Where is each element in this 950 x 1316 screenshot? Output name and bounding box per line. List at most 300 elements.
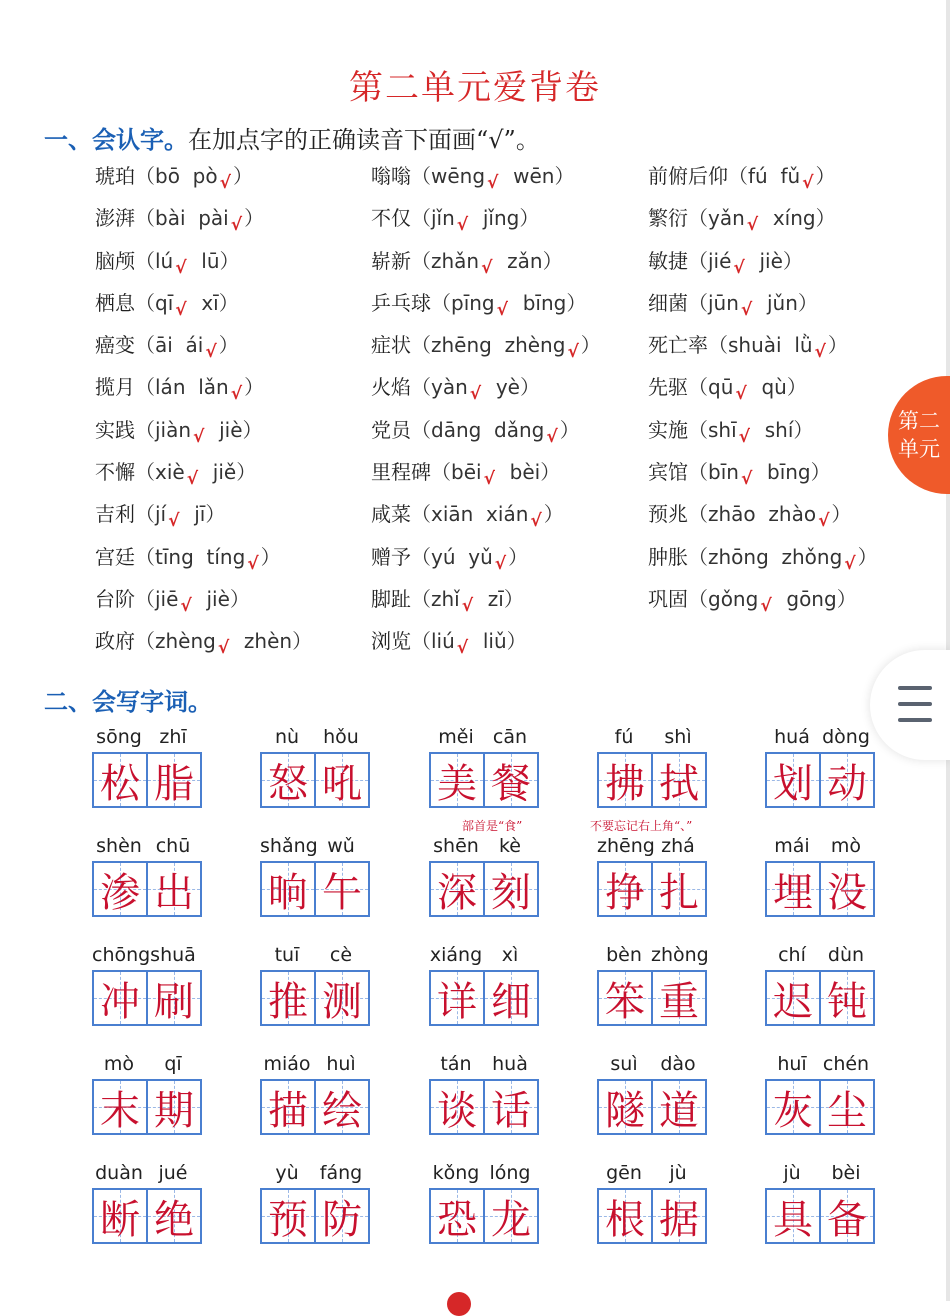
pinyin-option-b[interactable]: tíng <box>206 544 246 569</box>
tianzige-cell[interactable] <box>431 1190 483 1242</box>
pinyin-syllable: yù <box>275 1162 299 1184</box>
tianzige-cell[interactable] <box>767 972 819 1024</box>
tianzige-cell[interactable] <box>146 754 200 806</box>
spacer <box>747 249 760 273</box>
pinyin-syllable: wǔ <box>327 835 355 857</box>
pinyin-option-a[interactable]: lú <box>155 248 174 273</box>
tianzige-cell[interactable] <box>94 863 146 915</box>
tianzige-grid <box>765 970 875 1026</box>
tianzige-cell[interactable] <box>599 754 651 806</box>
word-card <box>597 940 707 1026</box>
paren-close: ） <box>566 290 587 315</box>
pinyin-line <box>765 1049 875 1079</box>
reading-item <box>95 625 313 659</box>
check-mark-icon: √ <box>487 173 499 193</box>
spacer <box>189 291 202 315</box>
paren-close: ） <box>540 460 561 485</box>
pinyin-option-a[interactable]: fú <box>748 164 768 188</box>
word-card <box>597 831 707 917</box>
pinyin-line <box>597 1158 707 1188</box>
pinyin-option-b[interactable]: bīng <box>767 460 811 485</box>
paren-open: （ <box>688 375 708 400</box>
written-character: 据 <box>659 1196 699 1243</box>
pinyin-option-a[interactable]: qū <box>708 375 734 400</box>
paren-close: ） <box>782 248 803 273</box>
check-mark-icon: √ <box>802 173 814 193</box>
word-card <box>597 1158 707 1244</box>
spacer <box>492 333 505 357</box>
tianzige-cell[interactable] <box>767 863 819 915</box>
tianzige-cell[interactable] <box>431 972 483 1024</box>
reading-item <box>95 583 250 616</box>
check-mark-icon: √ <box>456 215 469 236</box>
tianzige-cell[interactable] <box>431 754 483 806</box>
check-mark-icon: √ <box>740 299 753 320</box>
reading-word: 肿胀 <box>648 544 688 569</box>
paren-close: ） <box>244 206 265 231</box>
paren-open: （ <box>135 502 155 527</box>
pinyin-option-b[interactable]: pò <box>192 164 218 188</box>
tianzige-grid <box>260 752 370 808</box>
reading-item <box>95 498 226 532</box>
pinyin-option-a[interactable]: āi <box>155 333 173 358</box>
reading-word: 脚趾 <box>371 586 411 611</box>
pinyin-syllable: jù <box>669 1162 687 1184</box>
paren-open: （ <box>411 333 431 358</box>
page-indicator-dot <box>447 1292 471 1316</box>
menu-icon <box>898 702 932 706</box>
reading-row <box>95 202 915 244</box>
tianzige-cell[interactable] <box>819 972 873 1024</box>
pinyin-option-b[interactable]: jiè <box>759 248 783 273</box>
written-character: 美 <box>437 760 477 807</box>
tianzige-cell[interactable] <box>819 863 873 915</box>
spacer <box>189 249 202 273</box>
pinyin-option-b[interactable]: zī <box>487 586 504 611</box>
pinyin-option-a[interactable]: wēng <box>431 164 486 188</box>
spacer <box>768 164 781 188</box>
tianzige-grid <box>765 1188 875 1244</box>
paren-close: ） <box>260 544 281 569</box>
pinyin-option-a[interactable]: zhèng <box>155 629 216 654</box>
spacer <box>475 587 488 611</box>
paren-close: ） <box>205 502 226 527</box>
written-character: 出 <box>154 869 194 916</box>
tianzige-cell[interactable] <box>314 1190 368 1242</box>
written-character: 怒 <box>268 760 308 807</box>
tianzige-cell[interactable] <box>599 1081 651 1133</box>
spacer <box>749 375 762 399</box>
pinyin-option-b[interactable]: gōng <box>786 586 837 611</box>
reading-row <box>95 329 915 371</box>
tianzige-grid <box>597 752 707 808</box>
pinyin-option-a[interactable]: zhēng <box>431 333 492 358</box>
pinyin-option-a[interactable]: zhāo <box>708 502 756 527</box>
written-character: 吼 <box>322 760 362 807</box>
tianzige-cell[interactable] <box>767 1190 819 1242</box>
check-mark-icon: √ <box>230 215 243 236</box>
pinyin-option-b[interactable]: xián <box>486 502 529 527</box>
written-character: 备 <box>827 1196 867 1243</box>
reading-item <box>95 541 281 574</box>
pinyin-option-a[interactable]: liú <box>431 629 455 654</box>
tianzige-cell[interactable] <box>314 972 368 1024</box>
tianzige-cell[interactable] <box>599 1190 651 1242</box>
pinyin-option-a[interactable]: bài <box>155 206 186 231</box>
written-character: 动 <box>827 760 867 807</box>
pinyin-option-a[interactable]: xiān <box>431 502 474 527</box>
paren-close: ） <box>815 206 836 231</box>
pinyin-option-b[interactable]: ái <box>185 333 204 358</box>
pinyin-option-a[interactable]: pīng <box>451 290 495 315</box>
reading-row <box>95 160 915 202</box>
paren-close: ） <box>580 333 601 358</box>
pinyin-option-a[interactable]: qī <box>155 290 174 315</box>
written-character: 重 <box>659 978 699 1025</box>
tianzige-cell[interactable] <box>651 1190 705 1242</box>
pinyin-syllable: zhēng <box>597 835 655 857</box>
check-mark-icon: √ <box>469 384 482 405</box>
pinyin-option-b[interactable]: xī <box>201 290 219 315</box>
tianzige-grid <box>597 861 707 917</box>
tianzige-cell[interactable] <box>599 972 651 1024</box>
tianzige-cell[interactable] <box>146 1190 200 1242</box>
written-character: 绘 <box>322 1087 362 1134</box>
tianzige-cell[interactable] <box>314 863 368 915</box>
tianzige-cell[interactable] <box>651 972 705 1024</box>
reading-word: 实践 <box>95 417 135 442</box>
check-mark-icon: √ <box>456 638 469 659</box>
reading-word: 预兆 <box>648 502 688 527</box>
paren-close: ） <box>857 544 878 569</box>
pinyin-option-a[interactable]: jiàn <box>155 417 192 442</box>
pinyin-option-a[interactable]: lán <box>155 375 186 400</box>
tianzige-cell[interactable] <box>483 1081 537 1133</box>
tianzige-cell[interactable] <box>314 1081 368 1133</box>
pinyin-option-b[interactable]: yǔ <box>468 544 493 569</box>
reading-word: 癌变 <box>95 333 135 358</box>
reading-item <box>95 414 263 447</box>
spacer <box>206 418 219 442</box>
written-character: 拂 <box>605 760 645 807</box>
reading-word: 脑颅 <box>95 248 135 273</box>
check-mark-icon: √ <box>247 553 259 574</box>
tianzige-cell[interactable] <box>819 1081 873 1133</box>
written-character: 餐 <box>491 760 531 807</box>
spacer <box>173 333 186 357</box>
pinyin-option-b[interactable]: bīng <box>522 290 567 315</box>
pinyin-option-b[interactable]: xíng <box>772 206 816 231</box>
pinyin-option-a[interactable]: xiè <box>155 460 185 485</box>
tianzige-grid <box>92 752 202 808</box>
pinyin-option-b[interactable]: pài <box>198 206 229 231</box>
paren-close: ） <box>508 544 529 569</box>
tianzige-cell[interactable] <box>483 1190 537 1242</box>
tianzige-cell[interactable] <box>651 863 705 915</box>
written-character: 断 <box>100 1196 140 1243</box>
pinyin-option-a[interactable]: tīng <box>155 544 194 569</box>
tianzige-cell[interactable] <box>767 754 819 806</box>
written-character: 恐 <box>437 1196 477 1243</box>
tianzige-cell[interactable] <box>146 863 200 915</box>
section-2-number: 二、会写字词。 <box>44 688 212 716</box>
paren-open: （ <box>135 290 155 315</box>
paren-close: ） <box>831 502 852 527</box>
pinyin-option-b[interactable]: wēn <box>513 164 555 188</box>
pinyin-option-a[interactable]: jiē <box>155 586 179 611</box>
reading-item <box>648 202 836 236</box>
pinyin-option-a[interactable]: zhōng <box>708 544 769 569</box>
tianzige-grid <box>260 861 370 917</box>
pinyin-syllable: miáo <box>263 1053 311 1075</box>
written-character: 详 <box>437 978 477 1025</box>
pinyin-syllable: shuā <box>150 944 196 966</box>
pinyin-option-a[interactable]: gǒng <box>708 586 759 611</box>
check-mark-icon: √ <box>733 257 745 278</box>
word-card <box>765 940 875 1026</box>
pinyin-option-b[interactable]: zǎn <box>507 248 543 273</box>
spacer <box>481 418 494 442</box>
check-mark-icon: √ <box>230 384 243 405</box>
pinyin-option-a[interactable]: zhǐ <box>431 586 460 611</box>
written-character: 刷 <box>154 978 194 1025</box>
spacer <box>186 375 199 399</box>
pinyin-option-b[interactable]: jǐng <box>482 206 520 231</box>
reading-item <box>371 541 529 574</box>
pinyin-line <box>429 722 539 752</box>
reading-word: 吉利 <box>95 502 135 527</box>
pinyin-option-b[interactable]: zhào <box>768 502 817 527</box>
pinyin-option-b[interactable]: jiè <box>206 586 230 611</box>
tianzige-cell[interactable] <box>483 863 537 915</box>
pinyin-option-b[interactable]: zhèn <box>243 629 293 654</box>
pinyin-option-b[interactable]: zhǒng <box>781 544 843 569</box>
written-character: 细 <box>491 978 531 1025</box>
paren-close: ） <box>519 375 540 400</box>
paren-close: ） <box>244 375 265 400</box>
word-card <box>260 831 370 917</box>
pinyin-line <box>92 1049 202 1079</box>
reading-item <box>371 498 564 532</box>
tianzige-grid <box>765 861 875 917</box>
pinyin-option-a[interactable]: bēi <box>451 460 482 485</box>
reading-item <box>648 371 807 405</box>
pinyin-syllable: huì <box>326 1053 356 1075</box>
paren-close: ） <box>229 586 250 611</box>
tianzige-cell[interactable] <box>314 754 368 806</box>
pinyin-option-a[interactable]: jié <box>708 248 732 273</box>
tianzige-cell[interactable] <box>819 754 873 806</box>
paren-close: ） <box>503 586 524 611</box>
tianzige-cell[interactable] <box>94 754 146 806</box>
tianzige-cell[interactable] <box>483 972 537 1024</box>
pinyin-line <box>597 722 707 752</box>
pinyin-syllable: tán <box>440 1053 472 1075</box>
paren-open: （ <box>411 164 431 188</box>
tianzige-cell[interactable] <box>767 1081 819 1133</box>
tianzige-cell[interactable] <box>431 863 483 915</box>
reading-row <box>95 245 915 287</box>
written-character: 拭 <box>659 760 699 807</box>
word-card <box>92 1049 202 1135</box>
pinyin-option-b[interactable]: jiè <box>219 417 243 442</box>
reading-word: 栖息 <box>95 290 135 315</box>
written-character: 松 <box>100 760 140 807</box>
spacer <box>754 291 767 315</box>
word-card <box>765 1049 875 1135</box>
pinyin-option-a[interactable]: yàn <box>431 375 468 400</box>
check-mark-icon: √ <box>567 342 579 363</box>
pinyin-option-a[interactable]: shī <box>708 417 737 442</box>
reading-item <box>371 583 524 616</box>
reading-word: 琥珀 <box>95 164 135 188</box>
pinyin-option-b[interactable]: jī <box>194 502 206 527</box>
tianzige-cell[interactable] <box>146 1081 200 1133</box>
reading-item <box>648 160 836 193</box>
pinyin-option-a[interactable]: shuài <box>728 333 782 358</box>
paren-open: （ <box>135 586 155 611</box>
paren-open: （ <box>688 248 708 273</box>
tianzige-cell[interactable] <box>262 1081 314 1133</box>
reading-item <box>95 371 265 405</box>
pinyin-option-b[interactable]: qù <box>761 375 787 400</box>
reading-row <box>95 414 915 456</box>
paren-open: （ <box>411 629 431 654</box>
check-mark-icon: √ <box>735 384 747 405</box>
tianzige-cell[interactable] <box>819 1190 873 1242</box>
paren-open: （ <box>411 544 431 569</box>
spacer <box>181 502 194 526</box>
paren-close: ） <box>554 164 575 188</box>
pinyin-syllable: lóng <box>489 1162 531 1184</box>
tianzige-cell[interactable] <box>651 754 705 806</box>
reading-row <box>95 498 915 540</box>
word-card <box>260 940 370 1026</box>
pinyin-option-b[interactable]: lǜ <box>794 333 813 358</box>
pinyin-line <box>597 1049 707 1079</box>
paren-open: （ <box>688 460 708 485</box>
tianzige-grid <box>260 1188 370 1244</box>
tianzige-cell[interactable] <box>146 972 200 1024</box>
tianzige-cell[interactable] <box>262 1190 314 1242</box>
pinyin-option-a[interactable]: zhǎn <box>431 248 480 273</box>
pinyin-option-a[interactable]: jí <box>155 502 167 527</box>
writing-exercise <box>92 722 892 1267</box>
paren-open: （ <box>708 333 728 358</box>
reading-word: 巩固 <box>648 586 688 611</box>
reading-item <box>371 329 601 363</box>
reading-word: 澎湃 <box>95 206 135 231</box>
reading-row <box>95 287 915 329</box>
pinyin-option-b[interactable]: lǎn <box>198 375 229 400</box>
pinyin-syllable: shèn <box>96 835 142 857</box>
reading-word: 火焰 <box>371 375 411 400</box>
pinyin-option-b[interactable]: dǎng <box>494 417 545 442</box>
tianzige-cell[interactable] <box>483 754 537 806</box>
check-mark-icon: √ <box>746 215 759 236</box>
reading-row <box>95 371 915 413</box>
check-mark-icon: √ <box>205 342 217 363</box>
pinyin-option-a[interactable]: jūn <box>708 290 739 315</box>
word-card <box>260 722 370 808</box>
check-mark-icon: √ <box>844 553 856 574</box>
tianzige-cell[interactable] <box>262 754 314 806</box>
spacer <box>186 206 199 230</box>
pinyin-syllable: huà <box>492 1053 528 1075</box>
pinyin-option-b[interactable]: shí <box>764 417 794 442</box>
check-mark-icon: √ <box>496 299 508 320</box>
pinyin-syllable: nù <box>274 726 300 748</box>
pinyin-line <box>260 831 370 861</box>
pinyin-option-a[interactable]: yú <box>431 544 456 569</box>
paren-open: （ <box>411 248 431 273</box>
tianzige-cell[interactable] <box>599 863 651 915</box>
pinyin-line <box>597 831 707 861</box>
written-character: 测 <box>322 978 362 1025</box>
tianzige-grid <box>92 1079 202 1135</box>
tianzige-cell[interactable] <box>651 1081 705 1133</box>
pinyin-syllable: shì <box>664 726 692 748</box>
pinyin-option-a[interactable]: bō <box>155 164 180 188</box>
reading-word: 前俯后仰 <box>648 164 728 188</box>
pinyin-option-b[interactable]: zhèng <box>504 333 566 358</box>
pinyin-option-b[interactable]: jiě <box>212 460 237 485</box>
pinyin-syllable: dùn <box>827 944 865 966</box>
pinyin-line <box>92 831 202 861</box>
paren-open: （ <box>135 375 155 400</box>
paren-open: （ <box>411 502 431 527</box>
tianzige-cell[interactable] <box>94 1081 146 1133</box>
tianzige-grid <box>92 861 202 917</box>
pinyin-option-a[interactable]: yǎn <box>708 206 745 231</box>
pinyin-option-a[interactable]: bīn <box>708 460 739 485</box>
written-character: 绝 <box>154 1196 194 1243</box>
tianzige-cell[interactable] <box>431 1081 483 1133</box>
spacer <box>470 206 483 230</box>
paren-close: ） <box>793 417 814 442</box>
written-character: 末 <box>100 1087 140 1134</box>
pinyin-syllable: huá <box>774 726 810 748</box>
paren-close: ） <box>559 417 580 442</box>
reading-item <box>95 456 257 490</box>
word-card <box>429 1049 539 1135</box>
tianzige-cell[interactable] <box>94 1190 146 1242</box>
tianzige-cell[interactable] <box>262 972 314 1024</box>
written-character: 刻 <box>491 869 531 916</box>
word-card <box>429 722 539 808</box>
reading-word: 揽月 <box>95 375 135 400</box>
pinyin-option-b[interactable]: liǔ <box>482 629 507 654</box>
pinyin-option-a[interactable]: jǐn <box>431 206 455 231</box>
pinyin-option-b[interactable]: jǔn <box>766 290 798 315</box>
tianzige-grid <box>429 861 539 917</box>
check-mark-icon: √ <box>175 299 187 320</box>
check-mark-icon: √ <box>180 595 192 616</box>
reading-item <box>371 456 561 490</box>
section-2-heading <box>44 682 212 717</box>
pinyin-option-a[interactable]: dāng <box>431 417 482 442</box>
reading-item <box>371 287 587 320</box>
pinyin-syllable: gēn <box>606 1162 642 1184</box>
tianzige-cell[interactable] <box>262 863 314 915</box>
pinyin-option-b[interactable]: lū <box>201 248 220 273</box>
paren-close: ） <box>810 460 831 485</box>
pinyin-option-b[interactable]: bèi <box>509 460 541 485</box>
pinyin-option-b[interactable]: fǔ <box>780 164 801 188</box>
reading-exercise <box>95 160 915 668</box>
pinyin-option-b[interactable]: yè <box>495 375 520 400</box>
tianzige-cell[interactable] <box>94 972 146 1024</box>
